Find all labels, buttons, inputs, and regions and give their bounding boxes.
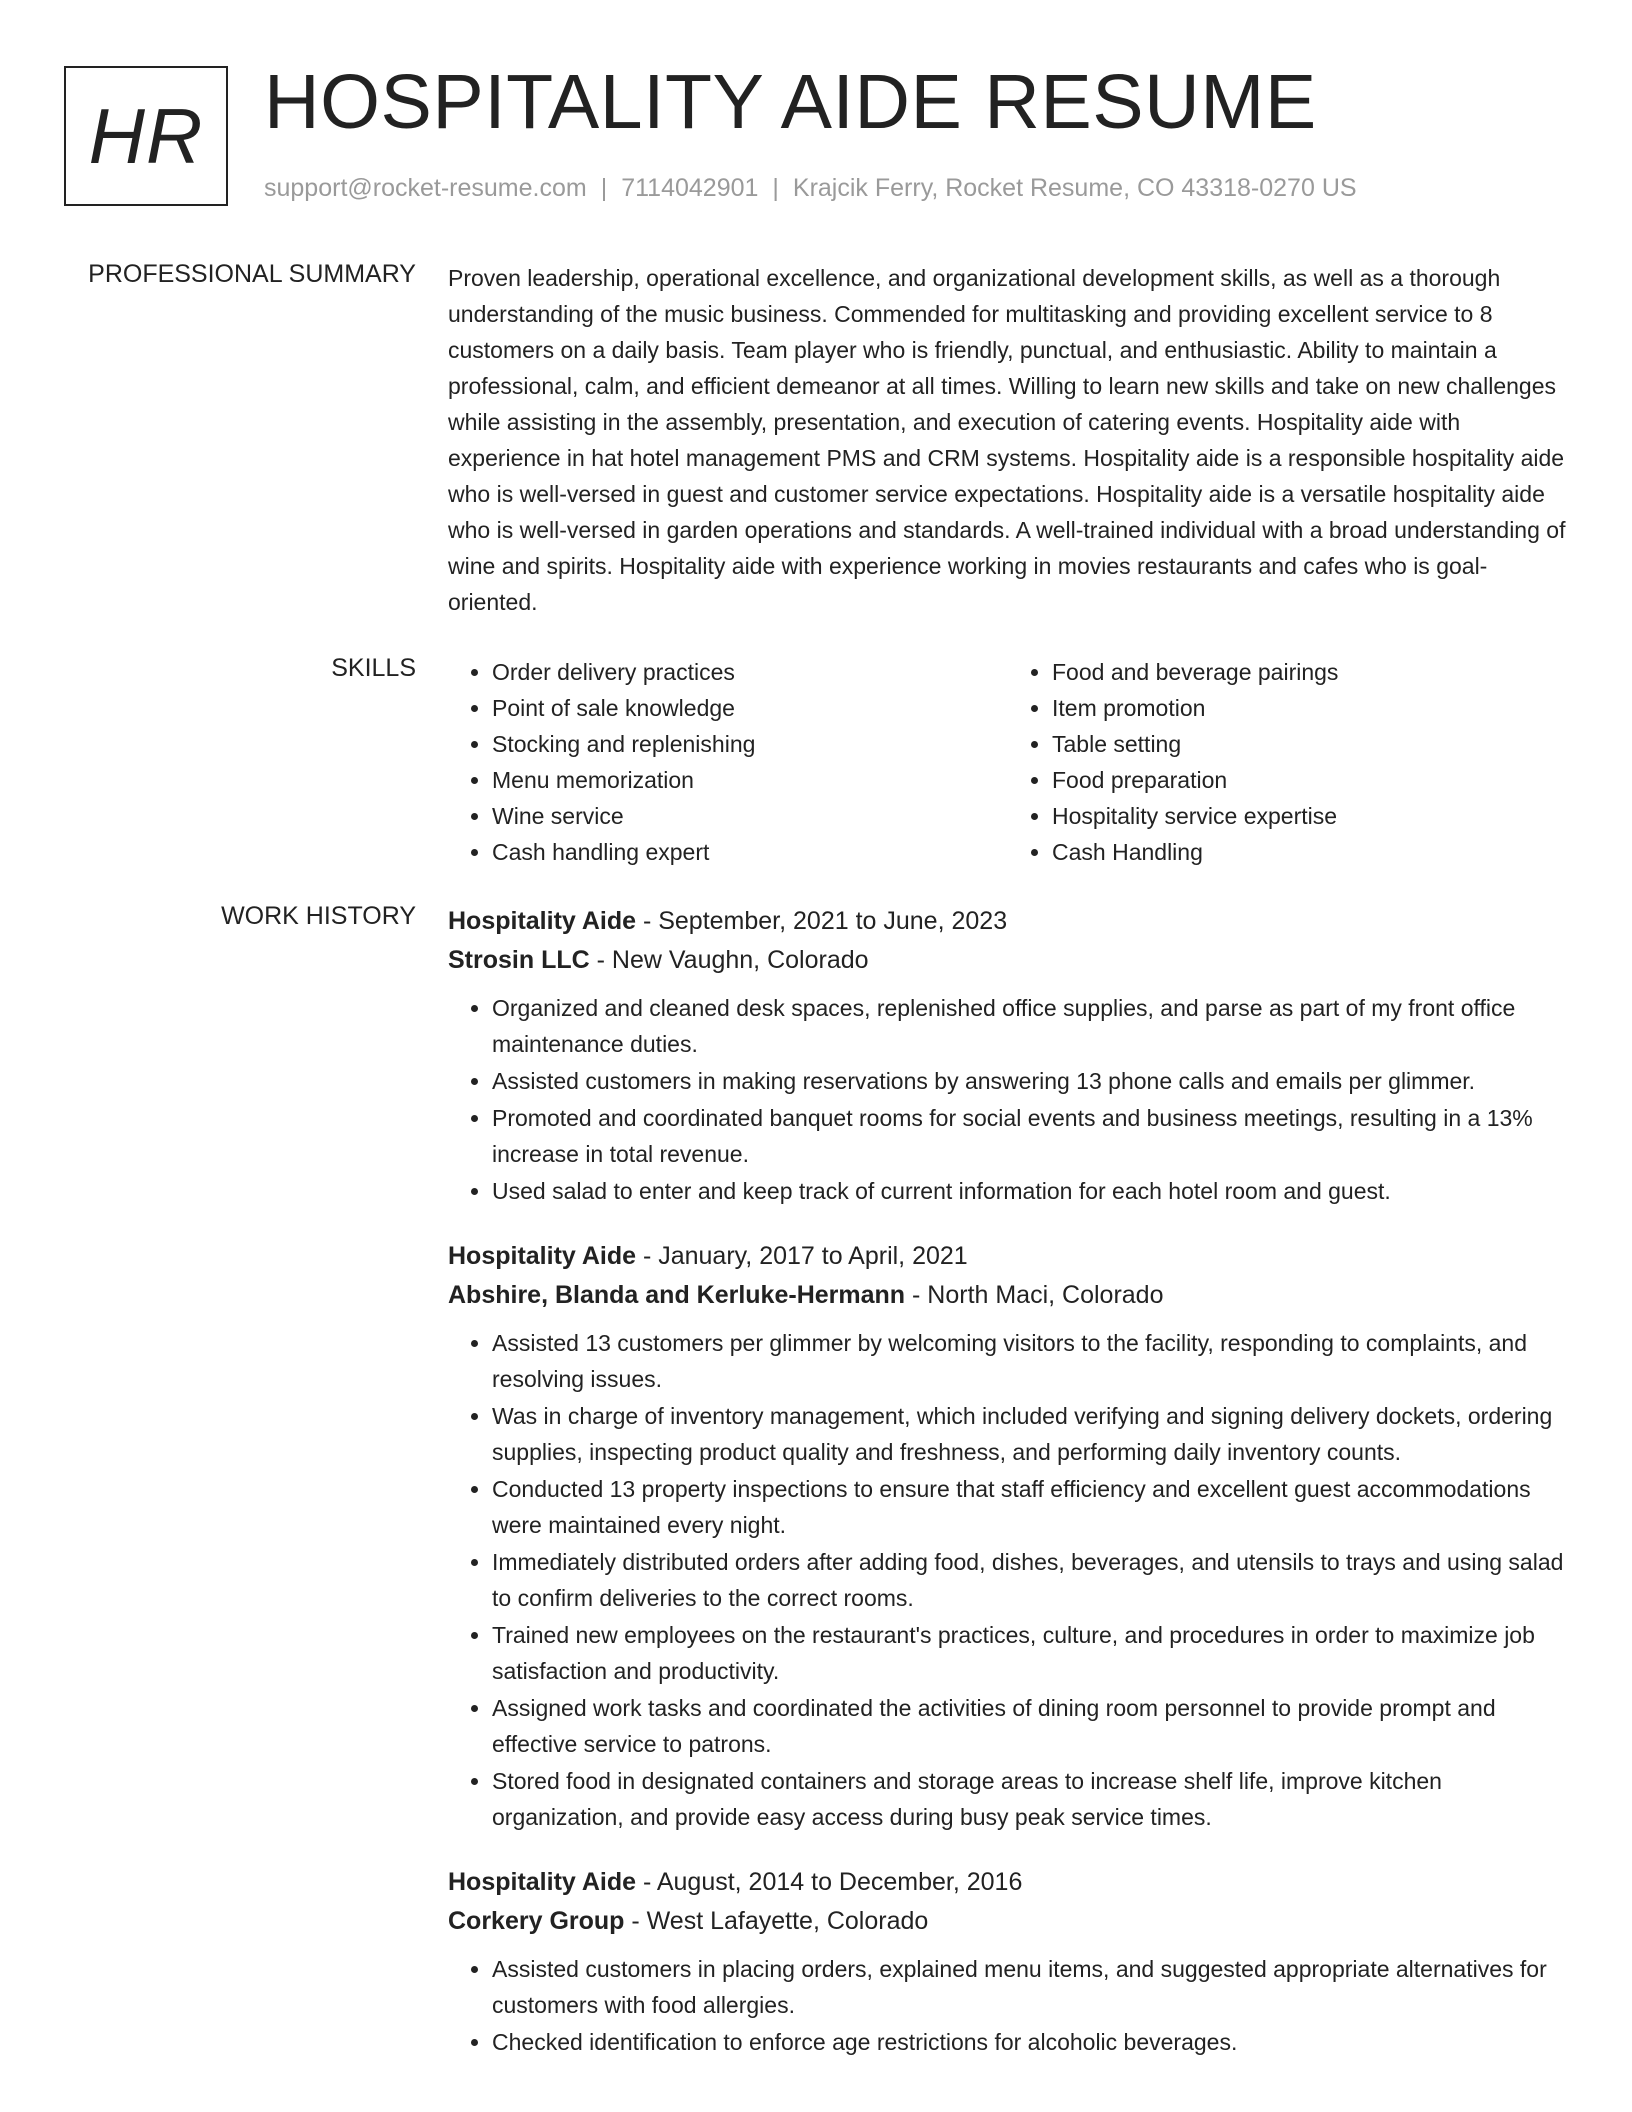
job-company-line xyxy=(448,1276,1568,1315)
skill-item: • Menu memorization xyxy=(492,762,1008,798)
skill-item: • Stocking and replenishing xyxy=(492,726,1008,762)
job-title: Hospitality Aide xyxy=(448,1868,636,1896)
job-location: - New Vaughn, Colorado xyxy=(589,946,869,974)
job-duty: • Assisted 13 customers per glimmer by welcoming visitors to the facility, responding to complaints, and resolving issues. xyxy=(492,1325,1568,1397)
contact-address: Krajcik Ferry, Rocket Resume, CO 43318-0270 US xyxy=(792,174,1357,202)
job-title-line xyxy=(448,1237,1568,1276)
skills-list-left xyxy=(448,654,1008,870)
job-location: - West Lafayette, Colorado xyxy=(624,1907,929,1935)
summary-text: Proven leadership, operational excellence, and organizational development skills, as well as a thorough understanding of the music business. Commended for multitasking and providing excellent service to 8 customers on a daily basis. Team player who is friendly, punctual, and enthusiastic. Ability to maintain a professional, calm, and efficient demeanor at all times. Willing to learn new skills and take on new challenges while assisting in the assembly, presentation, and execution of catering events. Hospitality aide with experience in hat hotel management PMS and CRM systems. Hospitality aide is a responsible hospitality aide who is well-versed in guest and customer service expectations. Hospitality aide is a versatile hospitality aide who is well-versed in garden operations and standards. A well-trained individual with a broad understanding of wine and spirits. Hospitality aide with experience working in movies restaurants and cafes who is goal-oriented. xyxy=(448,265,1566,615)
job-dates: - September, 2021 to June, 2023 xyxy=(636,907,1008,935)
job-entry xyxy=(448,1237,1568,1835)
skill-item: • Point of sale knowledge xyxy=(492,690,1008,726)
work-history-body xyxy=(448,902,1568,2088)
job-duty: • Immediately distributed orders after adding food, dishes, beverages, and utensils to trays and using salad to confirm deliveries to the correct rooms. xyxy=(492,1544,1568,1616)
contact-separator: | xyxy=(600,174,608,202)
job-duty: • Checked identification to enforce age restrictions for alcoholic beverages. xyxy=(492,2024,1568,2060)
job-duty: • Assigned work tasks and coordinated the activities of dining room personnel to provide prompt and effective service to patrons. xyxy=(492,1690,1568,1762)
job-duties-list xyxy=(448,1325,1568,1835)
work-history-heading: WORK HISTORY xyxy=(221,902,416,930)
job-location: - North Maci, Colorado xyxy=(905,1281,1164,1309)
job-company: Abshire, Blanda and Kerluke-Hermann xyxy=(448,1281,906,1309)
job-title-line xyxy=(448,902,1568,941)
skills-heading: SKILLS xyxy=(331,654,416,682)
skills-list-right xyxy=(1008,654,1568,870)
job-entry xyxy=(448,902,1568,1209)
job-title: Hospitality Aide xyxy=(448,907,636,935)
job-duty: • Promoted and coordinated banquet rooms for social events and business meetings, resulting in a 13% increase in total revenue. xyxy=(492,1100,1568,1172)
skill-item: • Table setting xyxy=(1052,726,1568,762)
job-company-line xyxy=(448,1902,1568,1941)
job-entry xyxy=(448,1863,1568,2060)
job-duty: • Was in charge of inventory management, which included verifying and signing delivery dockets, ordering supplies, inspecting product quality and freshness, and performing daily inventory counts. xyxy=(492,1398,1568,1470)
skills-grid xyxy=(448,654,1568,870)
skill-item: • Wine service xyxy=(492,798,1008,834)
job-duty: • Stored food in designated containers and storage areas to increase shelf life, improve kitchen organization, and provide easy access during busy peak service times. xyxy=(492,1763,1568,1835)
summary-body xyxy=(448,260,1568,620)
skill-item: • Food preparation xyxy=(1052,762,1568,798)
skill-item: • Cash handling expert xyxy=(492,834,1008,870)
contact-line xyxy=(264,174,1357,203)
job-duty: • Organized and cleaned desk spaces, replenished office supplies, and parse as part of my front office maintenance duties. xyxy=(492,990,1568,1062)
job-duty: • Assisted customers in making reservations by answering 13 phone calls and emails per glimmer. xyxy=(492,1063,1568,1099)
skill-item: • Item promotion xyxy=(1052,690,1568,726)
summary-heading: PROFESSIONAL SUMMARY xyxy=(88,260,416,288)
skill-item: • Order delivery practices xyxy=(492,654,1008,690)
job-duty: • Used salad to enter and keep track of current information for each hotel room and guest. xyxy=(492,1173,1568,1209)
job-duty: • Trained new employees on the restaurant's practices, culture, and procedures in order to maximize job satisfaction and productivity. xyxy=(492,1617,1568,1689)
job-company: Strosin LLC xyxy=(448,946,590,974)
job-title: Hospitality Aide xyxy=(448,1242,636,1270)
skill-item: • Hospitality service expertise xyxy=(1052,798,1568,834)
job-duty: • Conducted 13 property inspections to ensure that staff efficiency and excellent guest accommodations were maintained every night. xyxy=(492,1471,1568,1543)
skills-body xyxy=(448,654,1568,870)
job-dates: - January, 2017 to April, 2021 xyxy=(636,1242,968,1270)
resume-title: HOSPITALITY AIDE RESUME xyxy=(264,59,1317,145)
contact-phone: 7114042901 xyxy=(621,174,759,202)
contact-separator: | xyxy=(772,174,779,202)
skill-item: • Cash Handling xyxy=(1052,834,1568,870)
contact-email: support@rocket-resume.com xyxy=(264,174,587,202)
job-title-line xyxy=(448,1863,1568,1902)
job-company: Corkery Group xyxy=(448,1907,625,1935)
job-dates: - August, 2014 to December, 2016 xyxy=(636,1868,1023,1896)
job-company-line xyxy=(448,941,1568,980)
job-duties-list xyxy=(448,990,1568,1209)
job-duty: • Assisted customers in placing orders, explained menu items, and suggested appropriate alternatives for customers with food allergies. xyxy=(492,1951,1568,2023)
monogram-logo: HR xyxy=(64,66,228,206)
job-duties-list xyxy=(448,1951,1568,2060)
skill-item: • Food and beverage pairings xyxy=(1052,654,1568,690)
